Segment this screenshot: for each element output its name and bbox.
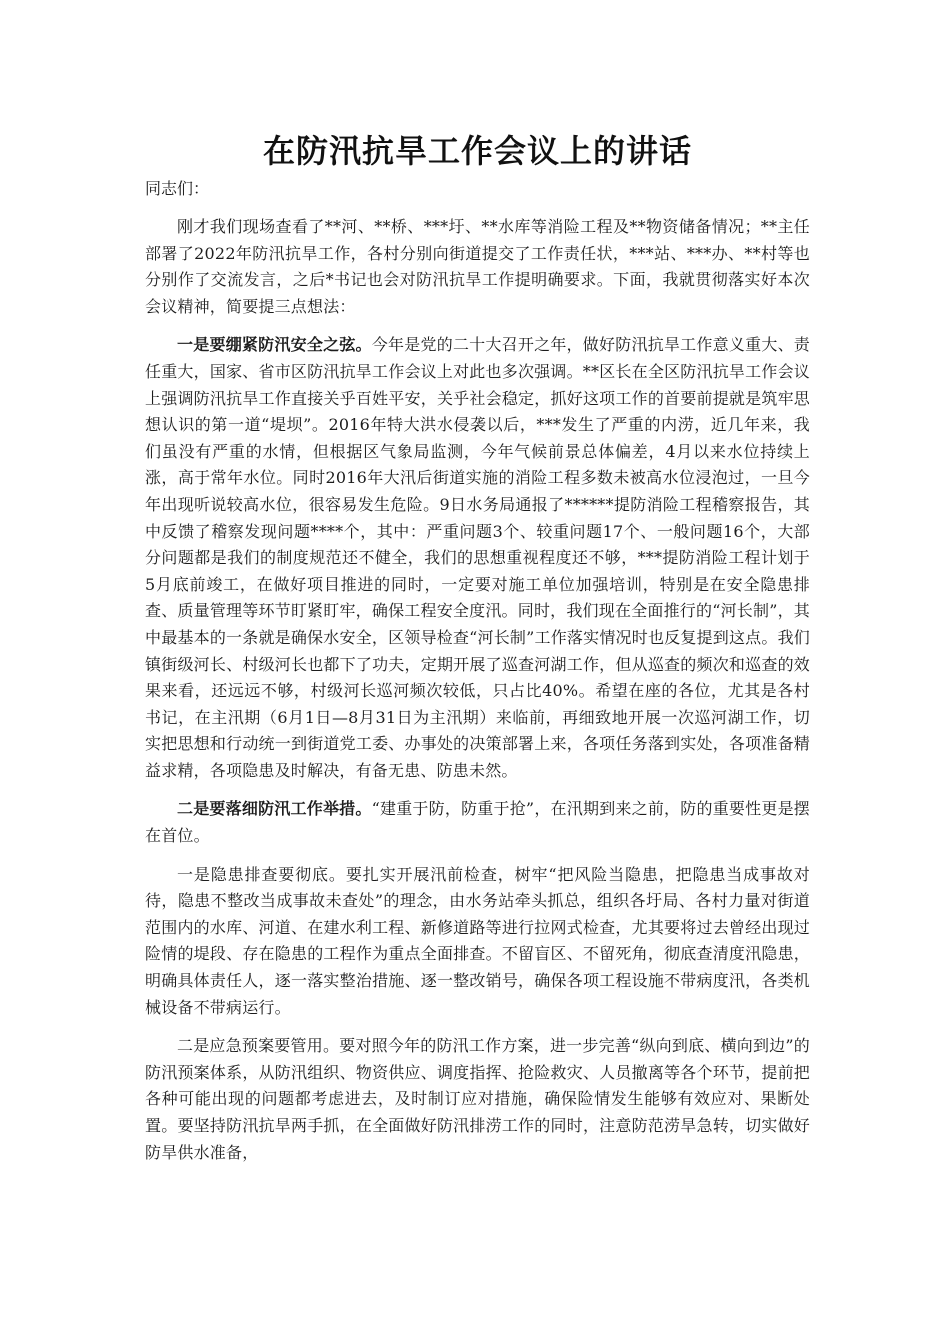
paragraph-text: 刚才我们现场查看了**河、**桥、***圩、**水库等消险工程及**物资储备情况；**主任部署了2022年防汛抗旱工作，各村分别向街道提交了工作责任状，***站、***办、**村等也分别作了交流发言，之后*书记也会对防汛抗旱工作提明确要求。下面，我就贯彻落实好本次会议精神，简要提三点想法：	[145, 217, 810, 316]
paragraph-text: 一是隐患排查要彻底。要扎实开展汛前检查，树牢“把风险当隐患，把隐患当成事故对待，隐患不整改当成事故未查处”的理念，由水务站牵头抓总，组织各圩局、各村力量对街道范围内的水库、河道、在建水利工程、新修道路等进行拉网式检查，尤其要将过去曾经出现过险情的堤段、存在隐患的工程作为重点全面排查。不留盲区、不留死角，彻底查清度汛隐患，明确具体责任人，逐一落实整治措施、逐一整改销号，确保各项工程设施不带病度汛，各类机械设备不带病运行。	[145, 864, 810, 1017]
document-page	[145, 128, 810, 1178]
paragraph-emergency-plan	[145, 1033, 810, 1166]
paragraph-text: 今年是党的二十大召开之年，做好防汛抗旱工作意义重大、责任重大，国家、省市区防汛抗旱工作会议上对此也多次强调。**区长在全区防汛抗旱工作会议上强调防汛抗旱工作直接关乎百姓平安，关乎社会稳定，抓好这项工作的首要前提就是筑牢思想认识的第一道“堤坝”。2016年特大洪水侵袭以后，***发生了严重的内涝，近几年来，我们虽没有严重的水情，但根据区气象局监测，今年气候前景总体偏差，4月以来水位持续上涨，高于常年水位。同时2016年大汛后街道实施的消险工程多数未被高水位浸泡过，一旦今年出现听说较高水位，很容易发生危险。9日水务局通报了******提防消险工程稽察报告，其中反馈了稽察发现问题****个，其中：严重问题3个、较重问题17个、一般问题16个，大部分问题都是我们的制度规范还不健全，我们的思想重视程度还不够，***提防消险工程计划于5月底前竣工，在做好项目推进的同时，一定要对施工单位加强培训，特别是在安全隐患排查、质量管理等环节盯紧盯牢，确保工程安全度汛。同时，我们现在全面推行的“河长制”，其中最基本的一条就是确保水安全，区领导检查“河长制”工作落实情况时也反复提到这点。我们镇街级河长、村级河长也都下了功夫，定期开展了巡查河湖工作，但从巡查的频次和巡查的效果来看，还远远不够，村级河长巡河频次较低，只占比40%。希望在座的各位，尤其是各村书记，在主汛期（6月1日—8月31日为主汛期）来临前，再细致地开展一次巡河湖工作，切实把思想和行动统一到街道党工委、办事处的决策部署上来，各项任务落到实处，各项准备精益求精，各项隐患及时解决，有备无患、防患未然。	[145, 335, 810, 780]
paragraph-intro	[145, 214, 810, 320]
paragraph-lead: 一是要绷紧防汛安全之弦。	[177, 335, 372, 355]
paragraph-hazard-check	[145, 862, 810, 1022]
document-title: 在防汛抗旱工作会议上的讲话	[262, 132, 692, 170]
salutation: 同志们：	[145, 179, 210, 198]
paragraph-point-two	[145, 796, 810, 849]
paragraph-lead: 二是要落细防汛工作举措。	[177, 799, 372, 819]
paragraph-text: “建重于防，防重于抢”，在汛期到来之前，防的重要性更是摆在首位。	[145, 799, 810, 846]
paragraph-point-one	[145, 332, 810, 784]
paragraph-text: 二是应急预案要管用。要对照今年的防汛工作方案，进一步完善“纵向到底、横向到边”的防汛预案体系，从防汛组织、物资供应、调度指挥、抢险救灾、人员撤离等各个环节，提前把各种可能出现的问题都考虑进去，及时制订应对措施，确保险情发生能够有效应对、果断处置。要坚持防汛抗旱两手抓，在全面做好防汛排涝工作的同时，注意防范涝旱急转，切实做好防旱供水准备，	[145, 1036, 810, 1162]
